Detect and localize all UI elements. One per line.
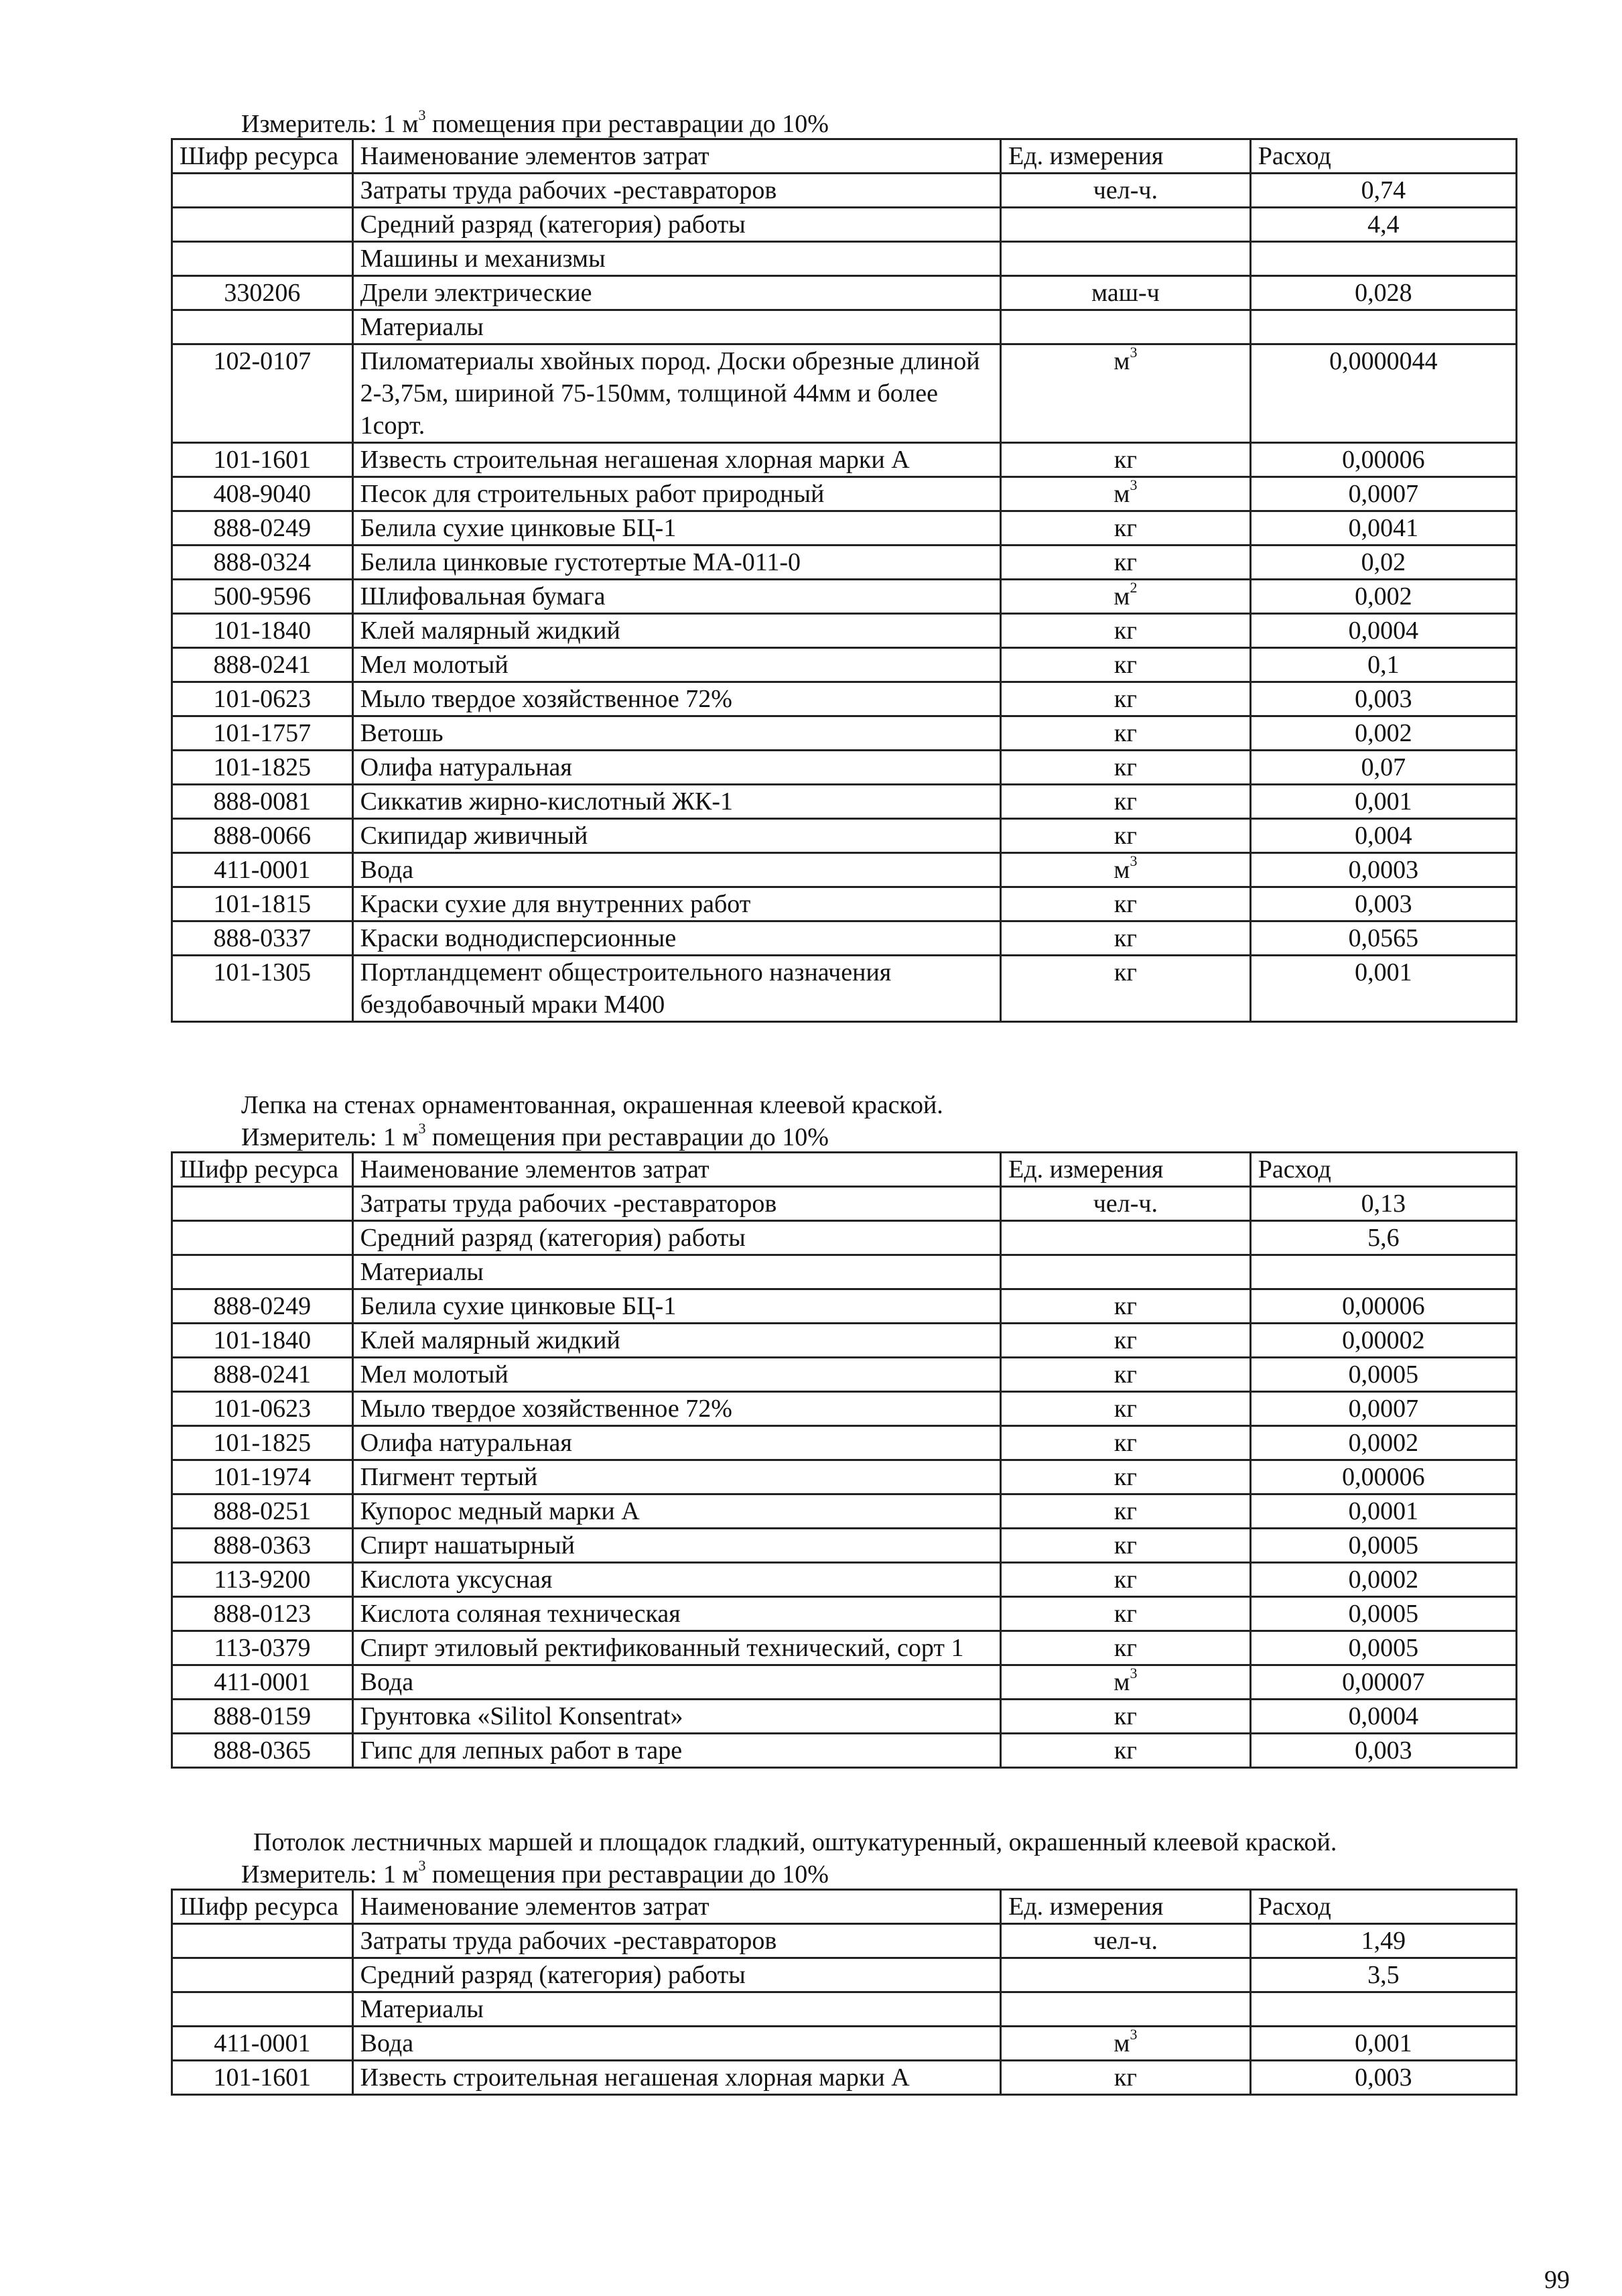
unit-superscript: 3 <box>1130 344 1138 361</box>
unit-cell <box>1001 716 1251 751</box>
unit-cell <box>1001 1734 1251 1768</box>
resource-code <box>172 1187 353 1221</box>
unit-cell <box>1001 648 1251 682</box>
cost-element-name: Вода <box>352 1665 1000 1700</box>
cost-element-name: Портландцемент общестроительного назначения бездобавочный мраки М400 <box>352 956 1000 1022</box>
unit-label: кг <box>1113 1463 1137 1491</box>
cost-element-name: Затраты труда рабочих -реставраторов <box>352 1924 1000 1958</box>
consumption-value: 0,001 <box>1250 956 1516 1022</box>
unit-label: чел-ч. <box>1093 1927 1158 1955</box>
consumption-value: 0,74 <box>1250 174 1516 208</box>
unit-label: кг <box>1113 958 1137 986</box>
cost-element-name: Белила сухие цинковые БЦ-1 <box>352 511 1000 546</box>
unit-label: м <box>1113 480 1130 508</box>
unit-cell <box>1001 1665 1251 1700</box>
table-row <box>172 956 1517 1022</box>
header-name: Наименование элементов затрат <box>352 1890 1000 1924</box>
measure-prefix: Измеритель: 1 м <box>241 110 419 138</box>
cost-element-name: Краски воднодисперсионные <box>352 921 1000 956</box>
table-row <box>172 751 1517 785</box>
unit-label: кг <box>1113 548 1137 576</box>
cost-element-name: Средний разряд (категория) работы <box>352 1958 1000 1992</box>
consumption-value: 0,0007 <box>1250 477 1516 511</box>
resource-code: 411-0001 <box>172 853 353 887</box>
cost-element-name: Краски сухие для внутренних работ <box>352 887 1000 921</box>
consumption-value: 0,1 <box>1250 648 1516 682</box>
unit-label: кг <box>1113 651 1137 679</box>
resource-code: 411-0001 <box>172 1665 353 1700</box>
table-row <box>172 1631 1517 1665</box>
table-row <box>172 174 1517 208</box>
measure-prefix: Измеритель: 1 м <box>241 1123 419 1151</box>
measure-sup: 3 <box>418 1857 426 1874</box>
resource-code: 500-9596 <box>172 580 353 614</box>
cost-element-name: Пиломатериалы хвойных пород. Доски обрезные длиной 2-3,75м, шириной 75-150мм, толщиной 44мм и более 1сорт. <box>352 344 1000 443</box>
header-amount: Расход <box>1250 1890 1516 1924</box>
unit-label: кг <box>1113 1292 1137 1320</box>
measure-suffix: помещения при реставрации до 10% <box>425 110 829 138</box>
resource-code: 888-0159 <box>172 1700 353 1734</box>
header-unit: Ед. измерения <box>1001 1890 1251 1924</box>
header-unit: Ед. измерения <box>1001 1153 1251 1187</box>
unit-cell <box>1001 580 1251 614</box>
consumption-value: 0,00006 <box>1250 1460 1516 1494</box>
resource-code <box>172 242 353 276</box>
cost-element-name: Олифа натуральная <box>352 1426 1000 1460</box>
table-row <box>172 2061 1517 2095</box>
unit-cell <box>1001 1221 1251 1255</box>
consumption-value: 0,0001 <box>1250 1494 1516 1529</box>
table-header-row <box>172 139 1517 174</box>
table-header-row <box>172 1890 1517 1924</box>
resource-code: 102-0107 <box>172 344 353 443</box>
consumption-value: 5,6 <box>1250 1221 1516 1255</box>
unit-cell <box>1001 546 1251 580</box>
unit-cell <box>1001 242 1251 276</box>
table-row <box>172 887 1517 921</box>
unit-cell <box>1001 1494 1251 1529</box>
table-row <box>172 716 1517 751</box>
unit-cell <box>1001 614 1251 648</box>
cost-element-name: Мыло твердое хозяйственное 72% <box>352 1392 1000 1426</box>
consumption-value: 0,0002 <box>1250 1563 1516 1597</box>
unit-cell <box>1001 1426 1251 1460</box>
resource-code: 888-0123 <box>172 1597 353 1631</box>
resource-code: 101-0623 <box>172 682 353 716</box>
cost-element-name: Шлифовальная бумага <box>352 580 1000 614</box>
resource-code <box>172 1958 353 1992</box>
resource-code: 888-0081 <box>172 785 353 819</box>
header-unit: Ед. измерения <box>1001 139 1251 174</box>
resource-code: 888-0249 <box>172 1289 353 1324</box>
header-name: Наименование элементов затрат <box>352 1153 1000 1187</box>
unit-cell <box>1001 1358 1251 1392</box>
table-row <box>172 1597 1517 1631</box>
unit-label: кг <box>1113 1566 1137 1594</box>
resource-code: 408-9040 <box>172 477 353 511</box>
table-row <box>172 1563 1517 1597</box>
unit-label: кг <box>1113 1531 1137 1559</box>
consumption-value: 0,0002 <box>1250 1426 1516 1460</box>
unit-label: кг <box>1113 1736 1137 1765</box>
unit-cell <box>1001 1187 1251 1221</box>
unit-label: кг <box>1113 719 1137 747</box>
consumption-value: 3,5 <box>1250 1958 1516 1992</box>
table-row <box>172 1958 1517 1992</box>
unit-cell <box>1001 1631 1251 1665</box>
resource-code: 888-0249 <box>172 511 353 546</box>
cost-element-name: Мыло твердое хозяйственное 72% <box>352 682 1000 716</box>
table-row <box>172 1460 1517 1494</box>
header-amount: Расход <box>1250 1153 1516 1187</box>
consumption-value: 0,028 <box>1250 276 1516 310</box>
cost-element-name: Спирт этиловый ректификованный технический, сорт 1 <box>352 1631 1000 1665</box>
table-row <box>172 242 1517 276</box>
table-row <box>172 344 1517 443</box>
consumption-value: 0,0007 <box>1250 1392 1516 1426</box>
resource-code: 113-0379 <box>172 1631 353 1665</box>
resource-code: 888-0337 <box>172 921 353 956</box>
consumption-value: 0,0041 <box>1250 511 1516 546</box>
resource-code: 101-1305 <box>172 956 353 1022</box>
section-title-2: Лепка на стенах орнаментованная, окрашенная клеевой краской. <box>241 1091 943 1119</box>
unit-label: кг <box>1113 514 1137 542</box>
unit-cell <box>1001 887 1251 921</box>
cost-element-name: Белила сухие цинковые БЦ-1 <box>352 1289 1000 1324</box>
section-title-3: Потолок лестничных маршей и площадок гладкий, оштукатуренный, окрашенный клеевой краской. <box>253 1828 1337 1856</box>
table-row <box>172 1494 1517 1529</box>
consumption-value: 0,001 <box>1250 2027 1516 2061</box>
unit-label: кг <box>1113 1429 1137 1457</box>
consumption-value: 0,0005 <box>1250 1358 1516 1392</box>
cost-element-name: Материалы <box>352 1255 1000 1289</box>
unit-cell <box>1001 1924 1251 1958</box>
table-row <box>172 310 1517 344</box>
cost-element-name: Гипс для лепных работ в таре <box>352 1734 1000 1768</box>
consumption-value <box>1250 242 1516 276</box>
unit-label: м <box>1113 856 1130 884</box>
resource-code: 101-1815 <box>172 887 353 921</box>
consumption-value: 0,0004 <box>1250 614 1516 648</box>
table-row <box>172 614 1517 648</box>
resource-table-3 <box>171 1889 1517 2096</box>
measure-sup: 3 <box>418 1120 426 1137</box>
unit-cell <box>1001 1958 1251 1992</box>
table-row <box>172 1289 1517 1324</box>
cost-element-name: Белила цинковые густотертые МА-011-0 <box>352 546 1000 580</box>
header-name: Наименование элементов затрат <box>352 139 1000 174</box>
unit-label: кг <box>1113 924 1137 952</box>
unit-superscript: 2 <box>1130 579 1138 596</box>
table-row <box>172 648 1517 682</box>
header-amount: Расход <box>1250 139 1516 174</box>
consumption-value: 0,0003 <box>1250 853 1516 887</box>
unit-cell <box>1001 344 1251 443</box>
resource-code: 888-0241 <box>172 1358 353 1392</box>
cost-element-name: Кислота соляная техническая <box>352 1597 1000 1631</box>
cost-element-name: Известь строительная негашеная хлорная марки А <box>352 443 1000 477</box>
unit-label: кг <box>1113 446 1137 474</box>
cost-element-name: Клей малярный жидкий <box>352 1324 1000 1358</box>
resource-code: 101-1825 <box>172 751 353 785</box>
unit-cell <box>1001 477 1251 511</box>
table-row <box>172 819 1517 853</box>
consumption-value: 0,00002 <box>1250 1324 1516 1358</box>
unit-label: кг <box>1113 1326 1137 1354</box>
table-row <box>172 921 1517 956</box>
unit-label: кг <box>1113 685 1137 713</box>
table-row <box>172 477 1517 511</box>
table-row <box>172 1924 1517 1958</box>
resource-code <box>172 208 353 242</box>
resource-code: 330206 <box>172 276 353 310</box>
measure-line-2 <box>241 1122 829 1153</box>
unit-cell <box>1001 682 1251 716</box>
unit-superscript: 3 <box>1130 476 1138 494</box>
cost-element-name: Материалы <box>352 310 1000 344</box>
unit-cell <box>1001 1597 1251 1631</box>
unit-cell <box>1001 921 1251 956</box>
unit-label: кг <box>1113 1497 1137 1525</box>
resource-code: 888-0324 <box>172 546 353 580</box>
consumption-value: 0,02 <box>1250 546 1516 580</box>
consumption-value: 0,0005 <box>1250 1631 1516 1665</box>
unit-cell <box>1001 2061 1251 2095</box>
unit-cell <box>1001 1992 1251 2027</box>
resource-code: 101-1601 <box>172 2061 353 2095</box>
table-row <box>172 2027 1517 2061</box>
resource-code: 101-1974 <box>172 1460 353 1494</box>
table-row <box>172 1700 1517 1734</box>
cost-element-name: Машины и механизмы <box>352 242 1000 276</box>
cost-element-name: Затраты труда рабочих -реставраторов <box>352 174 1000 208</box>
unit-cell <box>1001 1563 1251 1597</box>
resource-code: 888-0251 <box>172 1494 353 1529</box>
unit-label: кг <box>1113 2063 1137 2092</box>
table-row <box>172 208 1517 242</box>
unit-label: м <box>1113 347 1130 375</box>
unit-label: кг <box>1113 890 1137 918</box>
consumption-value: 0,0005 <box>1250 1597 1516 1631</box>
unit-cell <box>1001 819 1251 853</box>
cost-element-name: Грунтовка «Silitol Konsentrat» <box>352 1700 1000 1734</box>
table-row <box>172 276 1517 310</box>
table-row <box>172 1734 1517 1768</box>
cost-element-name: Мел молотый <box>352 1358 1000 1392</box>
consumption-value: 0,003 <box>1250 1734 1516 1768</box>
consumption-value: 0,003 <box>1250 2061 1516 2095</box>
table-row <box>172 1358 1517 1392</box>
cost-element-name: Спирт нашатырный <box>352 1529 1000 1563</box>
cost-element-name: Пигмент тертый <box>352 1460 1000 1494</box>
table-row <box>172 1255 1517 1289</box>
cost-element-name: Вода <box>352 2027 1000 2061</box>
consumption-value: 1,49 <box>1250 1924 1516 1958</box>
resource-code: 101-0623 <box>172 1392 353 1426</box>
unit-cell <box>1001 1460 1251 1494</box>
table-row <box>172 1665 1517 1700</box>
unit-cell <box>1001 751 1251 785</box>
table-row <box>172 853 1517 887</box>
header-code: Шифр ресурса <box>172 139 353 174</box>
resource-code: 101-1840 <box>172 1324 353 1358</box>
unit-label: кг <box>1113 1360 1137 1389</box>
unit-cell <box>1001 1700 1251 1734</box>
unit-label: кг <box>1113 822 1137 850</box>
unit-label: кг <box>1113 1702 1137 1730</box>
unit-label: кг <box>1113 617 1137 645</box>
table-row <box>172 1426 1517 1460</box>
consumption-value: 0,00006 <box>1250 443 1516 477</box>
consumption-value: 0,13 <box>1250 1187 1516 1221</box>
unit-cell <box>1001 1529 1251 1563</box>
resource-code: 101-1840 <box>172 614 353 648</box>
measure-line-3 <box>241 1859 829 1890</box>
resource-code: 888-0365 <box>172 1734 353 1768</box>
resource-code <box>172 1992 353 2027</box>
resource-code: 101-1825 <box>172 1426 353 1460</box>
consumption-value: 0,004 <box>1250 819 1516 853</box>
resource-code: 888-0066 <box>172 819 353 853</box>
unit-label: кг <box>1113 787 1137 816</box>
table-row <box>172 1187 1517 1221</box>
resource-table-1 <box>171 138 1517 1023</box>
consumption-value: 0,00007 <box>1250 1665 1516 1700</box>
table-header-row <box>172 1153 1517 1187</box>
consumption-value: 0,00006 <box>1250 1289 1516 1324</box>
cost-element-name: Средний разряд (категория) работы <box>352 208 1000 242</box>
table-row <box>172 785 1517 819</box>
resource-code: 888-0363 <box>172 1529 353 1563</box>
cost-element-name: Сиккатив жирно-кислотный ЖК-1 <box>352 785 1000 819</box>
unit-label: м <box>1113 1668 1130 1696</box>
consumption-value: 0,0004 <box>1250 1700 1516 1734</box>
header-code: Шифр ресурса <box>172 1153 353 1187</box>
consumption-value <box>1250 310 1516 344</box>
unit-cell <box>1001 1289 1251 1324</box>
resource-code: 113-9200 <box>172 1563 353 1597</box>
resource-code <box>172 310 353 344</box>
unit-cell <box>1001 853 1251 887</box>
table-row <box>172 1392 1517 1426</box>
unit-label: кг <box>1113 1634 1137 1662</box>
resource-code <box>172 1221 353 1255</box>
cost-element-name: Известь строительная негашеная хлорная марки А <box>352 2061 1000 2095</box>
table-row <box>172 682 1517 716</box>
unit-cell <box>1001 310 1251 344</box>
consumption-value: 0,002 <box>1250 580 1516 614</box>
unit-cell <box>1001 956 1251 1022</box>
unit-cell <box>1001 174 1251 208</box>
unit-cell <box>1001 511 1251 546</box>
unit-cell <box>1001 1392 1251 1426</box>
consumption-value: 0,002 <box>1250 716 1516 751</box>
unit-superscript: 3 <box>1130 852 1138 870</box>
table-row <box>172 1324 1517 1358</box>
consumption-value: 0,001 <box>1250 785 1516 819</box>
unit-label: м <box>1113 2029 1130 2057</box>
unit-cell <box>1001 1324 1251 1358</box>
cost-element-name: Вода <box>352 853 1000 887</box>
measure-suffix: помещения при реставрации до 10% <box>425 1123 829 1151</box>
measure-sup: 3 <box>418 107 426 124</box>
table-row <box>172 511 1517 546</box>
consumption-value: 0,0565 <box>1250 921 1516 956</box>
resource-code <box>172 174 353 208</box>
unit-label: маш-ч <box>1091 279 1160 307</box>
unit-label: кг <box>1113 1395 1137 1423</box>
measure-suffix: помещения при реставрации до 10% <box>425 1860 829 1889</box>
unit-label: м <box>1113 582 1130 611</box>
cost-element-name: Кислота уксусная <box>352 1563 1000 1597</box>
unit-cell <box>1001 276 1251 310</box>
unit-label: кг <box>1113 1600 1137 1628</box>
table-row <box>172 546 1517 580</box>
consumption-value <box>1250 1255 1516 1289</box>
unit-label: кг <box>1113 753 1137 781</box>
measure-line-1 <box>241 109 829 139</box>
unit-superscript: 3 <box>1130 2026 1138 2043</box>
cost-element-name: Олифа натуральная <box>352 751 1000 785</box>
unit-cell <box>1001 1255 1251 1289</box>
unit-cell <box>1001 443 1251 477</box>
resource-code <box>172 1255 353 1289</box>
cost-element-name: Ветошь <box>352 716 1000 751</box>
table-row <box>172 1529 1517 1563</box>
table-row <box>172 443 1517 477</box>
unit-cell <box>1001 2027 1251 2061</box>
consumption-value <box>1250 1992 1516 2027</box>
page-number: 99 <box>1544 2266 1570 2294</box>
cost-element-name: Скипидар живичный <box>352 819 1000 853</box>
consumption-value: 0,003 <box>1250 887 1516 921</box>
consumption-value: 0,0005 <box>1250 1529 1516 1563</box>
unit-label: чел-ч. <box>1093 176 1158 204</box>
unit-superscript: 3 <box>1130 1665 1138 1682</box>
table-row <box>172 1221 1517 1255</box>
table-row <box>172 1992 1517 2027</box>
consumption-value: 0,07 <box>1250 751 1516 785</box>
measure-prefix: Измеритель: 1 м <box>241 1860 419 1889</box>
consumption-value: 0,0000044 <box>1250 344 1516 443</box>
cost-element-name: Клей малярный жидкий <box>352 614 1000 648</box>
header-code: Шифр ресурса <box>172 1890 353 1924</box>
cost-element-name: Песок для строительных работ природный <box>352 477 1000 511</box>
resource-code: 888-0241 <box>172 648 353 682</box>
cost-element-name: Дрели электрические <box>352 276 1000 310</box>
cost-element-name: Средний разряд (категория) работы <box>352 1221 1000 1255</box>
resource-code: 101-1757 <box>172 716 353 751</box>
resource-code <box>172 1924 353 1958</box>
unit-cell <box>1001 208 1251 242</box>
unit-label: чел-ч. <box>1093 1190 1158 1218</box>
cost-element-name: Мел молотый <box>352 648 1000 682</box>
resource-code: 101-1601 <box>172 443 353 477</box>
unit-cell <box>1001 785 1251 819</box>
cost-element-name: Купорос медный марки А <box>352 1494 1000 1529</box>
consumption-value: 0,003 <box>1250 682 1516 716</box>
consumption-value: 4,4 <box>1250 208 1516 242</box>
resource-code: 411-0001 <box>172 2027 353 2061</box>
cost-element-name: Материалы <box>352 1992 1000 2027</box>
table-row <box>172 580 1517 614</box>
resource-table-2 <box>171 1151 1517 1769</box>
cost-element-name: Затраты труда рабочих -реставраторов <box>352 1187 1000 1221</box>
